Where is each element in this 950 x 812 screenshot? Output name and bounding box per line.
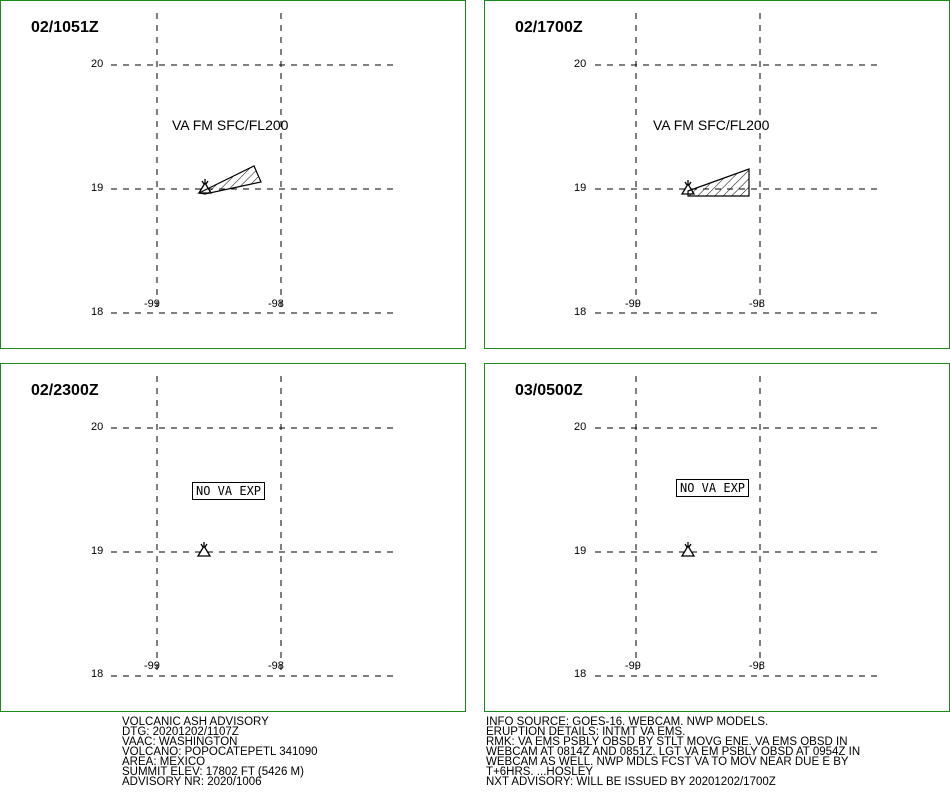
map-panel-3 bbox=[0, 363, 466, 712]
map-panel-4 bbox=[484, 363, 950, 712]
advisory-remarks-block bbox=[486, 717, 860, 787]
advisory-line: SUMMIT ELEV: 17802 FT (5426 M) bbox=[122, 766, 304, 778]
lat-label-20: 20 bbox=[91, 58, 104, 70]
ash-cloud-polygon bbox=[199, 166, 261, 194]
advisory-line: INFO SOURCE: GOES-16. WEBCAM. NWP MODELS. bbox=[486, 716, 769, 728]
map-grid-2 bbox=[485, 1, 950, 349]
advisory-line: ADVISORY NR: 2020/1006 bbox=[122, 776, 262, 788]
advisory-line: VOLCANIC ASH ADVISORY bbox=[122, 716, 269, 728]
lon-label-98: -98 bbox=[268, 298, 284, 310]
advisory-line: NXT ADVISORY: WILL BE ISSUED BY 20201202/1700Z bbox=[486, 776, 776, 788]
cloud-label: VA FM SFC/FL200 bbox=[172, 117, 289, 133]
no-va-expected-box: NO VA EXP bbox=[676, 479, 749, 497]
panel-time: 02/1051Z bbox=[31, 19, 99, 36]
map-grid-3 bbox=[1, 364, 466, 712]
map-grid-1 bbox=[1, 1, 466, 349]
lon-label-98: -98 bbox=[749, 298, 765, 310]
volcano-triangle-icon bbox=[198, 542, 210, 556]
ash-cloud-polygon bbox=[688, 169, 749, 196]
lon-label-99: -99 bbox=[144, 298, 160, 310]
panel-time: 02/2300Z bbox=[31, 382, 99, 399]
advisory-line: RMK: VA EMS PSBLY OBSD BY STLT MOVG ENE. VA EMS OBSD IN bbox=[486, 736, 848, 748]
map-grid-4 bbox=[485, 364, 950, 712]
no-va-expected-box: NO VA EXP bbox=[192, 482, 265, 500]
lat-label-19: 19 bbox=[574, 182, 587, 194]
lat-label-20: 20 bbox=[574, 421, 587, 433]
lat-label-20: 20 bbox=[91, 421, 104, 433]
lat-label-19: 19 bbox=[91, 182, 104, 194]
panel-time: 03/0500Z bbox=[515, 382, 583, 399]
advisory-line: WEBCAM AS WELL. NWP MDLS FCST VA TO MOV NEAR DUE E BY bbox=[486, 756, 849, 768]
panel-time: 02/1700Z bbox=[515, 19, 583, 36]
lat-label-20: 20 bbox=[574, 58, 587, 70]
advisory-line: DTG: 20201202/1107Z bbox=[122, 726, 239, 738]
lon-label-99: -99 bbox=[625, 298, 641, 310]
advisory-line: ERUPTION DETAILS: INTMT VA EMS. bbox=[486, 726, 686, 738]
cloud-label: VA FM SFC/FL200 bbox=[653, 117, 770, 133]
lat-label-18: 18 bbox=[574, 306, 587, 318]
lat-label-18: 18 bbox=[91, 306, 104, 318]
lon-label-98: -98 bbox=[268, 660, 284, 672]
volcano-triangle-icon bbox=[682, 542, 694, 556]
lon-label-99: -99 bbox=[625, 660, 641, 672]
lat-label-18: 18 bbox=[574, 668, 587, 680]
advisory-line: VOLCANO: POPOCATEPETL 341090 bbox=[122, 746, 318, 758]
advisory-line: VAAC: WASHINGTON bbox=[122, 736, 238, 748]
lat-label-19: 19 bbox=[91, 545, 104, 557]
lon-label-99: -99 bbox=[144, 660, 160, 672]
map-panel-1 bbox=[0, 0, 466, 349]
advisory-header-block bbox=[122, 717, 318, 787]
advisory-line: T+6HRS. ...HOSLEY bbox=[486, 766, 594, 778]
advisory-line: WEBCAM AT 0814Z AND 0851Z. LGT VA EM PSBLY OBSD AT 0954Z IN bbox=[486, 746, 861, 758]
lat-label-18: 18 bbox=[91, 668, 104, 680]
advisory-line: AREA: MEXICO bbox=[122, 756, 206, 768]
lat-label-19: 19 bbox=[574, 545, 587, 557]
lon-label-98: -98 bbox=[749, 660, 765, 672]
map-panel-2 bbox=[484, 0, 950, 349]
